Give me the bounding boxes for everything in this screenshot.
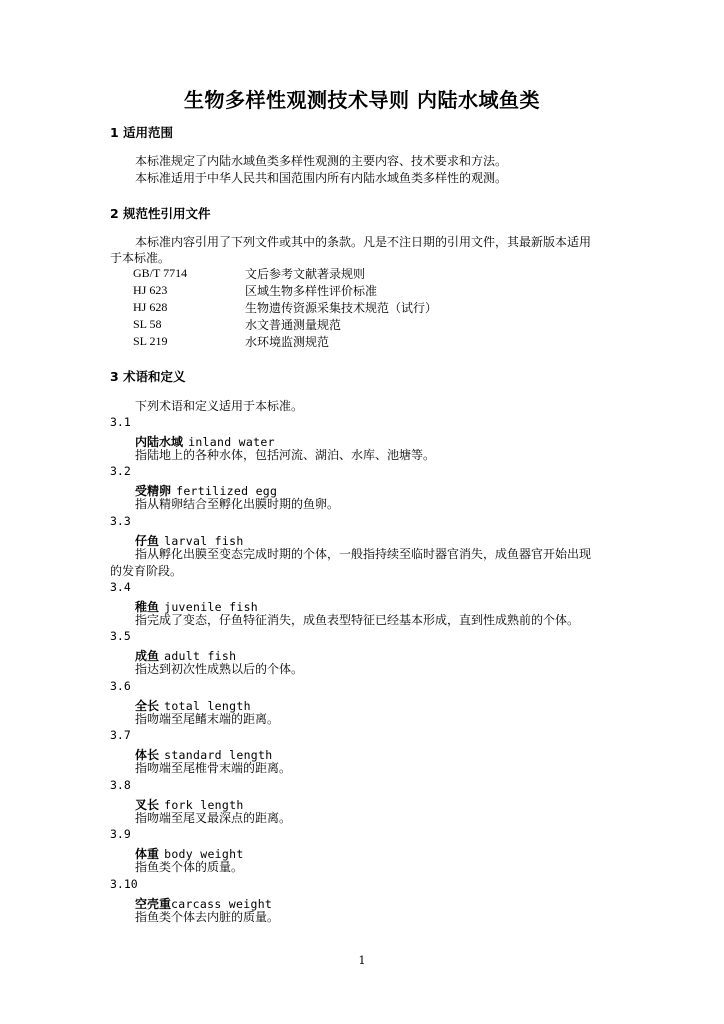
- term-definition: 指陆地上的各种水体，包括河流、湖泊、水库、池塘等。: [135, 448, 436, 462]
- document-title: 生物多样性观测技术导则 内陆水域鱼类: [184, 88, 540, 112]
- term-chinese: 全长: [135, 699, 160, 713]
- term-english: juvenile fish: [164, 600, 259, 614]
- term-chinese: 体长: [135, 748, 160, 762]
- reference-code: SL 58: [133, 317, 162, 331]
- reference-title: 文后参考文献著录规则: [245, 267, 366, 281]
- term-chinese: 受精卵: [135, 484, 172, 498]
- term-number: 3.10: [110, 877, 138, 891]
- term-number: 3.5: [110, 629, 131, 643]
- section-3-heading: 3 术语和定义: [110, 369, 186, 384]
- term-number: 3.8: [110, 778, 131, 792]
- reference-title: 区域生物多样性评价标准: [245, 284, 378, 298]
- term-chinese: 内陆水域: [135, 435, 184, 449]
- reference-title: 水环境监测规范: [245, 335, 330, 349]
- term-english: fertilized egg: [176, 484, 278, 498]
- section-1-heading: 1 适用范围: [110, 125, 174, 140]
- term-english: adult fish: [164, 649, 237, 663]
- reference-title: 水文普通测量规范: [245, 318, 342, 332]
- reference-code: GB/T 7714: [133, 266, 188, 280]
- reference-code: SL 219: [133, 334, 168, 348]
- term-definition: 指从精卵结合至孵化出膜时期的鱼卵。: [135, 497, 340, 511]
- term-chinese: 成鱼: [135, 649, 160, 663]
- reference-code: HJ 628: [133, 300, 168, 314]
- section-1-paragraph-2: 本标准适用于中华人民共和国范围内所有内陆水域鱼类多样性的观测。: [135, 171, 508, 185]
- section-2-heading: 2 规范性引用文件: [110, 206, 211, 221]
- term-chinese: 仔鱼: [135, 534, 160, 548]
- reference-code: HJ 623: [133, 283, 168, 297]
- term-number: 3.6: [110, 679, 131, 693]
- term-chinese: 叉长: [135, 798, 160, 812]
- section-2-paragraph-line-1: 本标准内容引用了下列文件或其中的条款。凡是不注日期的引用文件，其最新版本适用: [135, 235, 592, 249]
- term-chinese: 空壳重: [135, 897, 172, 911]
- term-definition: 指吻端至尾椎骨末端的距离。: [135, 761, 292, 775]
- section-2-paragraph-line-2: 于本标准。: [110, 251, 171, 265]
- term-number: 3.2: [110, 464, 131, 478]
- term-definition: 指从孵化出膜至变态完成时期的个体，一般指持续至临时器官消失，成鱼器官开始出现: [135, 547, 592, 561]
- term-number: 3.4: [110, 580, 131, 594]
- term-number: 3.1: [110, 415, 131, 429]
- term-english: fork length: [164, 798, 244, 812]
- reference-title: 生物遗传资源采集技术规范（试行）: [245, 301, 438, 315]
- term-definition: 指鱼类个体去内脏的质量。: [135, 910, 280, 924]
- term-english: inland water: [188, 435, 275, 449]
- term-english: larval fish: [164, 534, 244, 548]
- term-english: standard length: [164, 748, 273, 762]
- term-definition: 指达到初次性成熟以后的个体。: [135, 662, 304, 676]
- term-definition: 指鱼类个体的质量。: [135, 860, 244, 874]
- term-chinese: 稚鱼: [135, 600, 160, 614]
- term-number: 3.7: [110, 728, 131, 742]
- term-definition: 指吻端至尾叉最深点的距离。: [135, 811, 292, 825]
- term-number: 3.9: [110, 827, 131, 841]
- term-definition-continued: 的发育阶段。: [110, 564, 183, 578]
- term-definition: 指完成了变态，仔鱼特征消失，成鱼表型特征已经基本形成，直到性成熟前的个体。: [135, 613, 580, 627]
- section-3-intro: 下列术语和定义适用于本标准。: [135, 399, 304, 413]
- page-number: 1: [358, 954, 366, 967]
- section-1-paragraph-1: 本标准规定了内陆水域鱼类多样性观测的主要内容、技术要求和方法。: [135, 154, 508, 168]
- term-english: carcass weight: [171, 897, 273, 911]
- term-definition: 指吻端至尾鳍末端的距离。: [135, 712, 280, 726]
- term-english: body weight: [164, 847, 244, 861]
- term-number: 3.3: [110, 514, 131, 528]
- term-chinese: 体重: [135, 847, 160, 861]
- term-english: total length: [164, 699, 251, 713]
